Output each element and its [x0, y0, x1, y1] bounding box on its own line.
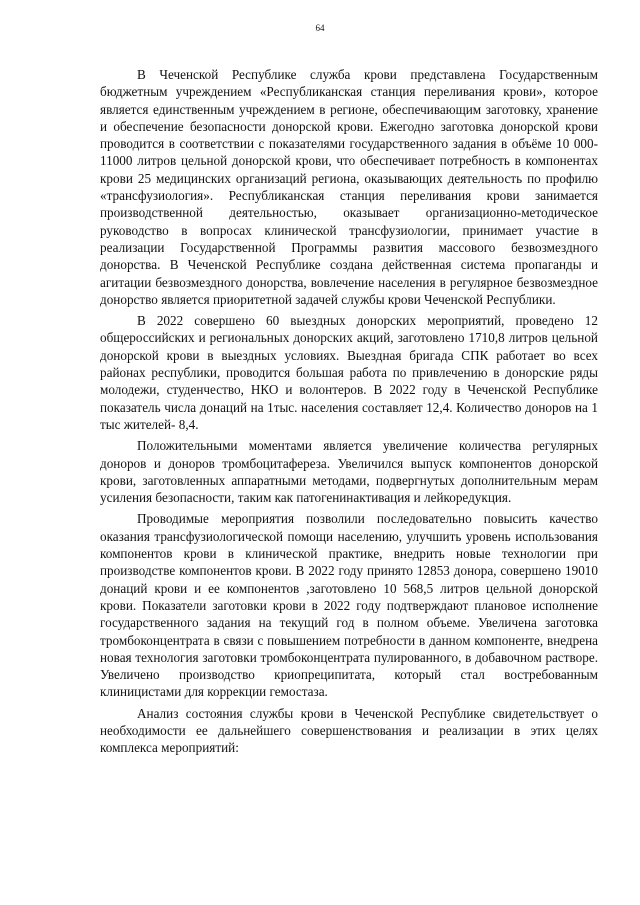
paragraph-positive-aspects: Положительными моментами является увеличение количества регулярных доноров и доноров тромбоцитафереза. Увеличился выпуск компонентов донорской крови, заготовленных аппаратными методами, подвергнутых дополнительным мерам усиления безопасности, таким как патогенинактивация и лейкоредукция.: [100, 438, 598, 506]
paragraph-2022-field-events: В 2022 совершено 60 выездных донорских мероприятий, проведено 12 общероссийских и региональных донорских акций, заготовлено 1710,8 литров цельной донорской крови в выездных условиях. Выездная бригада СПК работает во всех районах республики, проводится большая работа по привлечению в донорские ряды молодежи, студенчество, НКО и волонтеров. В 2022 году в Чеченской Республике показатель числа донаций на 1тыс. населения составляет 12,4. Количество доноров на 1 тыс жителей- 8,4.: [100, 313, 598, 432]
page-number: 64: [315, 23, 325, 33]
document-body: [100, 66, 598, 757]
paragraph-analysis-conclusion: Анализ состояния службы крови в Чеченской Республике свидетельствует о необходимости ее дальнейшего совершенствования и реализации в этих целях комплекса мероприятий:: [100, 705, 598, 756]
paragraph-measures-results: Проводимые мероприятия позволили последовательно повысить качество оказания трансфузиологической помощи населению, улучшить уровень использования компонентов крови в клинической практике, внедрить новые технологии при производстве компонентов крови. В 2022 году принято 12853 донора, совершено 19010 донаций крови и ее компонентов ,заготовлено 10 568,5 литров цельной донорской крови. Показатели заготовки крови в 2022 году подтверждают плановое исполнение государственного задания на текущий год в полном объеме. Увеличена заготовка тромбоконцентрата в связи с повышением потребности в данном компоненте, внедрена новая технология заготовки тромбоконцентрата пулированного, в добавочном растворе. Увеличено производство криопреципитата, который стал востребованным клиницистами для коррекции гемостаза.: [100, 511, 598, 700]
paragraph-blood-service-overview: В Чеченской Республике служба крови представлена Государственным бюджетным учреждением «Республиканская станция переливания крови», которое является единственным учреждением в регионе, обеспечивающим заготовку, хранение и обеспечение безопасности донорской крови. Ежегодно заготовка донорской крови проводится в соответствии с показателями государственного задания в объёме 10 000- 11000 литров цельной донорской крови, что обеспечивает потребность в компонентах крови 25 медицинских организаций региона, оказывающих деятельность по профилю «трансфузиология». Республиканская станция переливания крови занимается производственной деятельностью, оказывает организационно-методическое руководство в вопросах клинической трансфузиологии, принимает участие в реализации Государственной Программы развития массового безвозмездного донорства. В Чеченской Республике создана действенная система пропаганды и агитации безвозмездного донорства, вовлечение населения в регулярное безвозмездное донорство является приоритетной задачей службы крови Чеченской Республики.: [100, 67, 598, 307]
